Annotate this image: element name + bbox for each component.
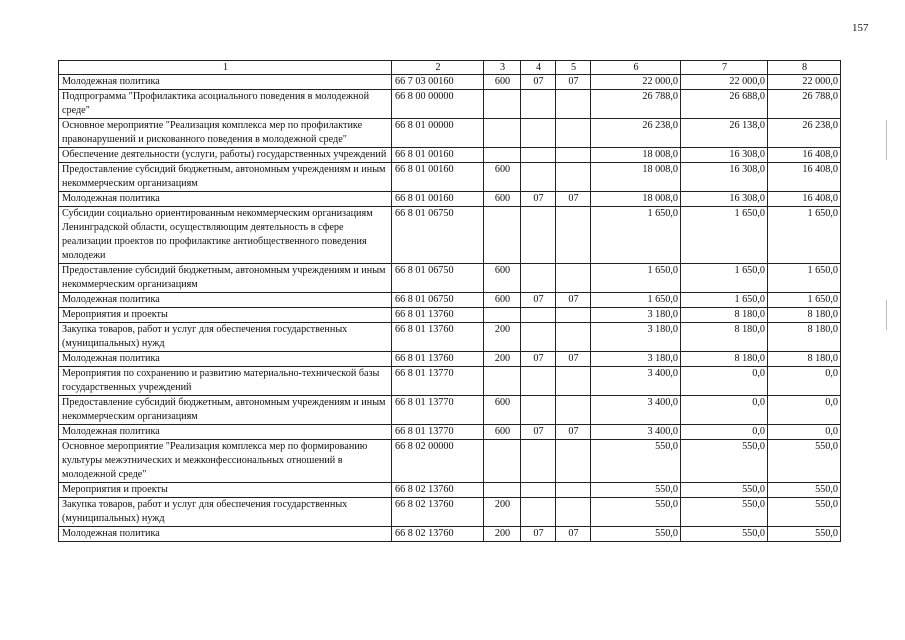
row-subsection [556,367,591,396]
row-amount-col6: 550,0 [591,440,681,483]
table-row [59,396,841,425]
column-header: 5 [556,61,591,75]
row-amount-col6: 3 180,0 [591,323,681,352]
row-name: Мероприятия и проекты [59,483,392,498]
row-expense-type: 200 [484,498,521,527]
row-amount-col7: 0,0 [681,425,768,440]
table-row [59,308,841,323]
table-row [59,192,841,207]
row-subsection [556,264,591,293]
row-amount-col6: 3 400,0 [591,425,681,440]
row-amount-col8: 26 788,0 [768,90,841,119]
row-amount-col7: 550,0 [681,483,768,498]
row-expense-type: 200 [484,527,521,542]
row-code: 66 8 01 06750 [392,293,484,308]
row-amount-col7: 16 308,0 [681,148,768,163]
row-code: 66 8 01 00160 [392,192,484,207]
row-amount-col8: 550,0 [768,440,841,483]
row-expense-type: 600 [484,425,521,440]
row-amount-col7: 16 308,0 [681,163,768,192]
row-code: 66 8 02 00000 [392,440,484,483]
column-header: 6 [591,61,681,75]
row-name: Молодежная политика [59,192,392,207]
table-row [59,293,841,308]
row-section [521,498,556,527]
row-name: Обеспечение деятельности (услуги, работы) государственных учреждений [59,148,392,163]
row-name: Молодежная политика [59,425,392,440]
row-subsection [556,90,591,119]
table-row [59,323,841,352]
row-section: 07 [521,352,556,367]
row-amount-col7: 0,0 [681,396,768,425]
row-code: 66 8 01 13770 [392,367,484,396]
column-header: 4 [521,61,556,75]
row-name: Основное мероприятие "Реализация комплекса мер по формированию культуры межэтнических и межконфессиональных отношений в молодежной среде" [59,440,392,483]
row-code: 66 8 01 13760 [392,308,484,323]
table-row [59,498,841,527]
row-amount-col6: 550,0 [591,498,681,527]
row-section [521,367,556,396]
row-code: 66 8 01 13770 [392,425,484,440]
row-subsection [556,323,591,352]
row-name: Предоставление субсидий бюджетным, автономным учреждениям и иным некоммерческим организациям [59,163,392,192]
row-subsection: 07 [556,352,591,367]
row-amount-col8: 550,0 [768,498,841,527]
row-expense-type: 600 [484,264,521,293]
row-section [521,323,556,352]
row-name: Мероприятия по сохранению и развитию материально-технической базы государственных учреждений [59,367,392,396]
row-section [521,207,556,264]
row-subsection [556,148,591,163]
row-section [521,396,556,425]
row-section: 07 [521,75,556,90]
table-row [59,148,841,163]
row-section [521,119,556,148]
row-section [521,90,556,119]
row-code: 66 8 02 13760 [392,483,484,498]
row-code: 66 8 01 06750 [392,207,484,264]
row-code: 66 8 01 13770 [392,396,484,425]
row-code: 66 8 01 00000 [392,119,484,148]
row-subsection: 07 [556,293,591,308]
row-section [521,264,556,293]
row-name: Мероприятия и проекты [59,308,392,323]
row-subsection: 07 [556,75,591,90]
row-amount-col6: 3 180,0 [591,308,681,323]
row-expense-type: 600 [484,396,521,425]
row-amount-col6: 18 008,0 [591,163,681,192]
table-row [59,425,841,440]
row-amount-col8: 16 408,0 [768,163,841,192]
column-header: 1 [59,61,392,75]
row-amount-col6: 18 008,0 [591,192,681,207]
table-row [59,527,841,542]
table-row [59,440,841,483]
row-subsection: 07 [556,527,591,542]
row-code: 66 8 01 13760 [392,323,484,352]
row-amount-col6: 3 180,0 [591,352,681,367]
row-expense-type: 200 [484,352,521,367]
row-amount-col7: 22 000,0 [681,75,768,90]
row-amount-col6: 22 000,0 [591,75,681,90]
table-row [59,163,841,192]
row-amount-col8: 0,0 [768,367,841,396]
row-section: 07 [521,293,556,308]
row-name: Основное мероприятие "Реализация комплекса мер по профилактике правонарушений и рискованного поведения в молодежной среде" [59,119,392,148]
table-row [59,119,841,148]
row-name: Субсидии социально ориентированным некоммерческим организациям Ленинградской области, осуществляющим деятельность в сфере реализации проектов по профилактике антиобщественного поведения молодежи [59,207,392,264]
table-row [59,207,841,264]
table-row [59,90,841,119]
table-row [59,352,841,367]
row-name: Предоставление субсидий бюджетным, автономным учреждениям и иным некоммерческим организациям [59,264,392,293]
row-code: 66 8 01 00160 [392,148,484,163]
row-name: Закупка товаров, работ и услуг для обеспечения государственных (муниципальных) нужд [59,323,392,352]
row-section [521,308,556,323]
row-section: 07 [521,527,556,542]
row-expense-type [484,308,521,323]
row-name: Молодежная политика [59,75,392,90]
table-row [59,75,841,90]
row-amount-col6: 3 400,0 [591,367,681,396]
row-expense-type [484,90,521,119]
scan-margin-mark [886,120,887,160]
row-amount-col8: 1 650,0 [768,293,841,308]
row-expense-type: 600 [484,293,521,308]
row-name: Подпрограмма "Профилактика асоциального поведения в молодежной среде" [59,90,392,119]
row-code: 66 8 01 06750 [392,264,484,293]
row-subsection [556,119,591,148]
row-expense-type: 200 [484,323,521,352]
column-header: 2 [392,61,484,75]
row-subsection: 07 [556,192,591,207]
row-expense-type: 600 [484,192,521,207]
row-section [521,483,556,498]
table-row [59,264,841,293]
row-expense-type [484,148,521,163]
row-amount-col8: 1 650,0 [768,264,841,293]
row-name: Предоставление субсидий бюджетным, автономным учреждениям и иным некоммерческим организациям [59,396,392,425]
row-subsection [556,308,591,323]
row-code: 66 7 03 00160 [392,75,484,90]
row-amount-col6: 18 008,0 [591,148,681,163]
row-amount-col8: 550,0 [768,483,841,498]
row-amount-col8: 0,0 [768,396,841,425]
row-amount-col7: 1 650,0 [681,264,768,293]
row-name: Молодежная политика [59,527,392,542]
row-amount-col6: 26 788,0 [591,90,681,119]
row-expense-type [484,483,521,498]
row-code: 66 8 01 00160 [392,163,484,192]
row-expense-type [484,207,521,264]
row-name: Закупка товаров, работ и услуг для обеспечения государственных (муниципальных) нужд [59,498,392,527]
row-code: 66 8 00 00000 [392,90,484,119]
row-amount-col8: 1 650,0 [768,207,841,264]
row-amount-col8: 0,0 [768,425,841,440]
row-code: 66 8 02 13760 [392,498,484,527]
table-row [59,483,841,498]
row-amount-col8: 16 408,0 [768,148,841,163]
row-subsection [556,163,591,192]
budget-table [58,60,841,542]
row-amount-col6: 1 650,0 [591,293,681,308]
row-amount-col7: 26 138,0 [681,119,768,148]
row-expense-type: 600 [484,75,521,90]
row-amount-col7: 8 180,0 [681,352,768,367]
row-amount-col8: 8 180,0 [768,308,841,323]
column-header: 7 [681,61,768,75]
row-subsection [556,207,591,264]
row-expense-type [484,440,521,483]
row-section: 07 [521,192,556,207]
row-amount-col6: 1 650,0 [591,264,681,293]
row-expense-type [484,367,521,396]
row-amount-col6: 3 400,0 [591,396,681,425]
table-row [59,367,841,396]
row-section [521,163,556,192]
row-amount-col6: 26 238,0 [591,119,681,148]
row-amount-col6: 550,0 [591,483,681,498]
row-amount-col8: 8 180,0 [768,352,841,367]
row-amount-col8: 22 000,0 [768,75,841,90]
row-amount-col7: 1 650,0 [681,207,768,264]
page-number: 157 [852,22,869,34]
row-name: Молодежная политика [59,293,392,308]
column-header: 8 [768,61,841,75]
row-amount-col7: 8 180,0 [681,323,768,352]
row-amount-col7: 26 688,0 [681,90,768,119]
scan-margin-mark [886,300,887,330]
row-amount-col7: 550,0 [681,440,768,483]
row-subsection [556,440,591,483]
row-amount-col7: 550,0 [681,498,768,527]
row-subsection [556,396,591,425]
row-amount-col7: 1 650,0 [681,293,768,308]
row-amount-col7: 0,0 [681,367,768,396]
row-section: 07 [521,425,556,440]
row-amount-col8: 16 408,0 [768,192,841,207]
row-subsection [556,498,591,527]
row-amount-col7: 550,0 [681,527,768,542]
row-subsection: 07 [556,425,591,440]
row-amount-col8: 550,0 [768,527,841,542]
row-subsection [556,483,591,498]
table-header-row [59,61,841,75]
row-expense-type: 600 [484,163,521,192]
row-section [521,440,556,483]
row-amount-col7: 16 308,0 [681,192,768,207]
row-expense-type [484,119,521,148]
row-amount-col7: 8 180,0 [681,308,768,323]
column-header: 3 [484,61,521,75]
row-amount-col6: 550,0 [591,527,681,542]
row-name: Молодежная политика [59,352,392,367]
row-section [521,148,556,163]
row-code: 66 8 02 13760 [392,527,484,542]
row-code: 66 8 01 13760 [392,352,484,367]
row-amount-col6: 1 650,0 [591,207,681,264]
row-amount-col8: 8 180,0 [768,323,841,352]
row-amount-col8: 26 238,0 [768,119,841,148]
